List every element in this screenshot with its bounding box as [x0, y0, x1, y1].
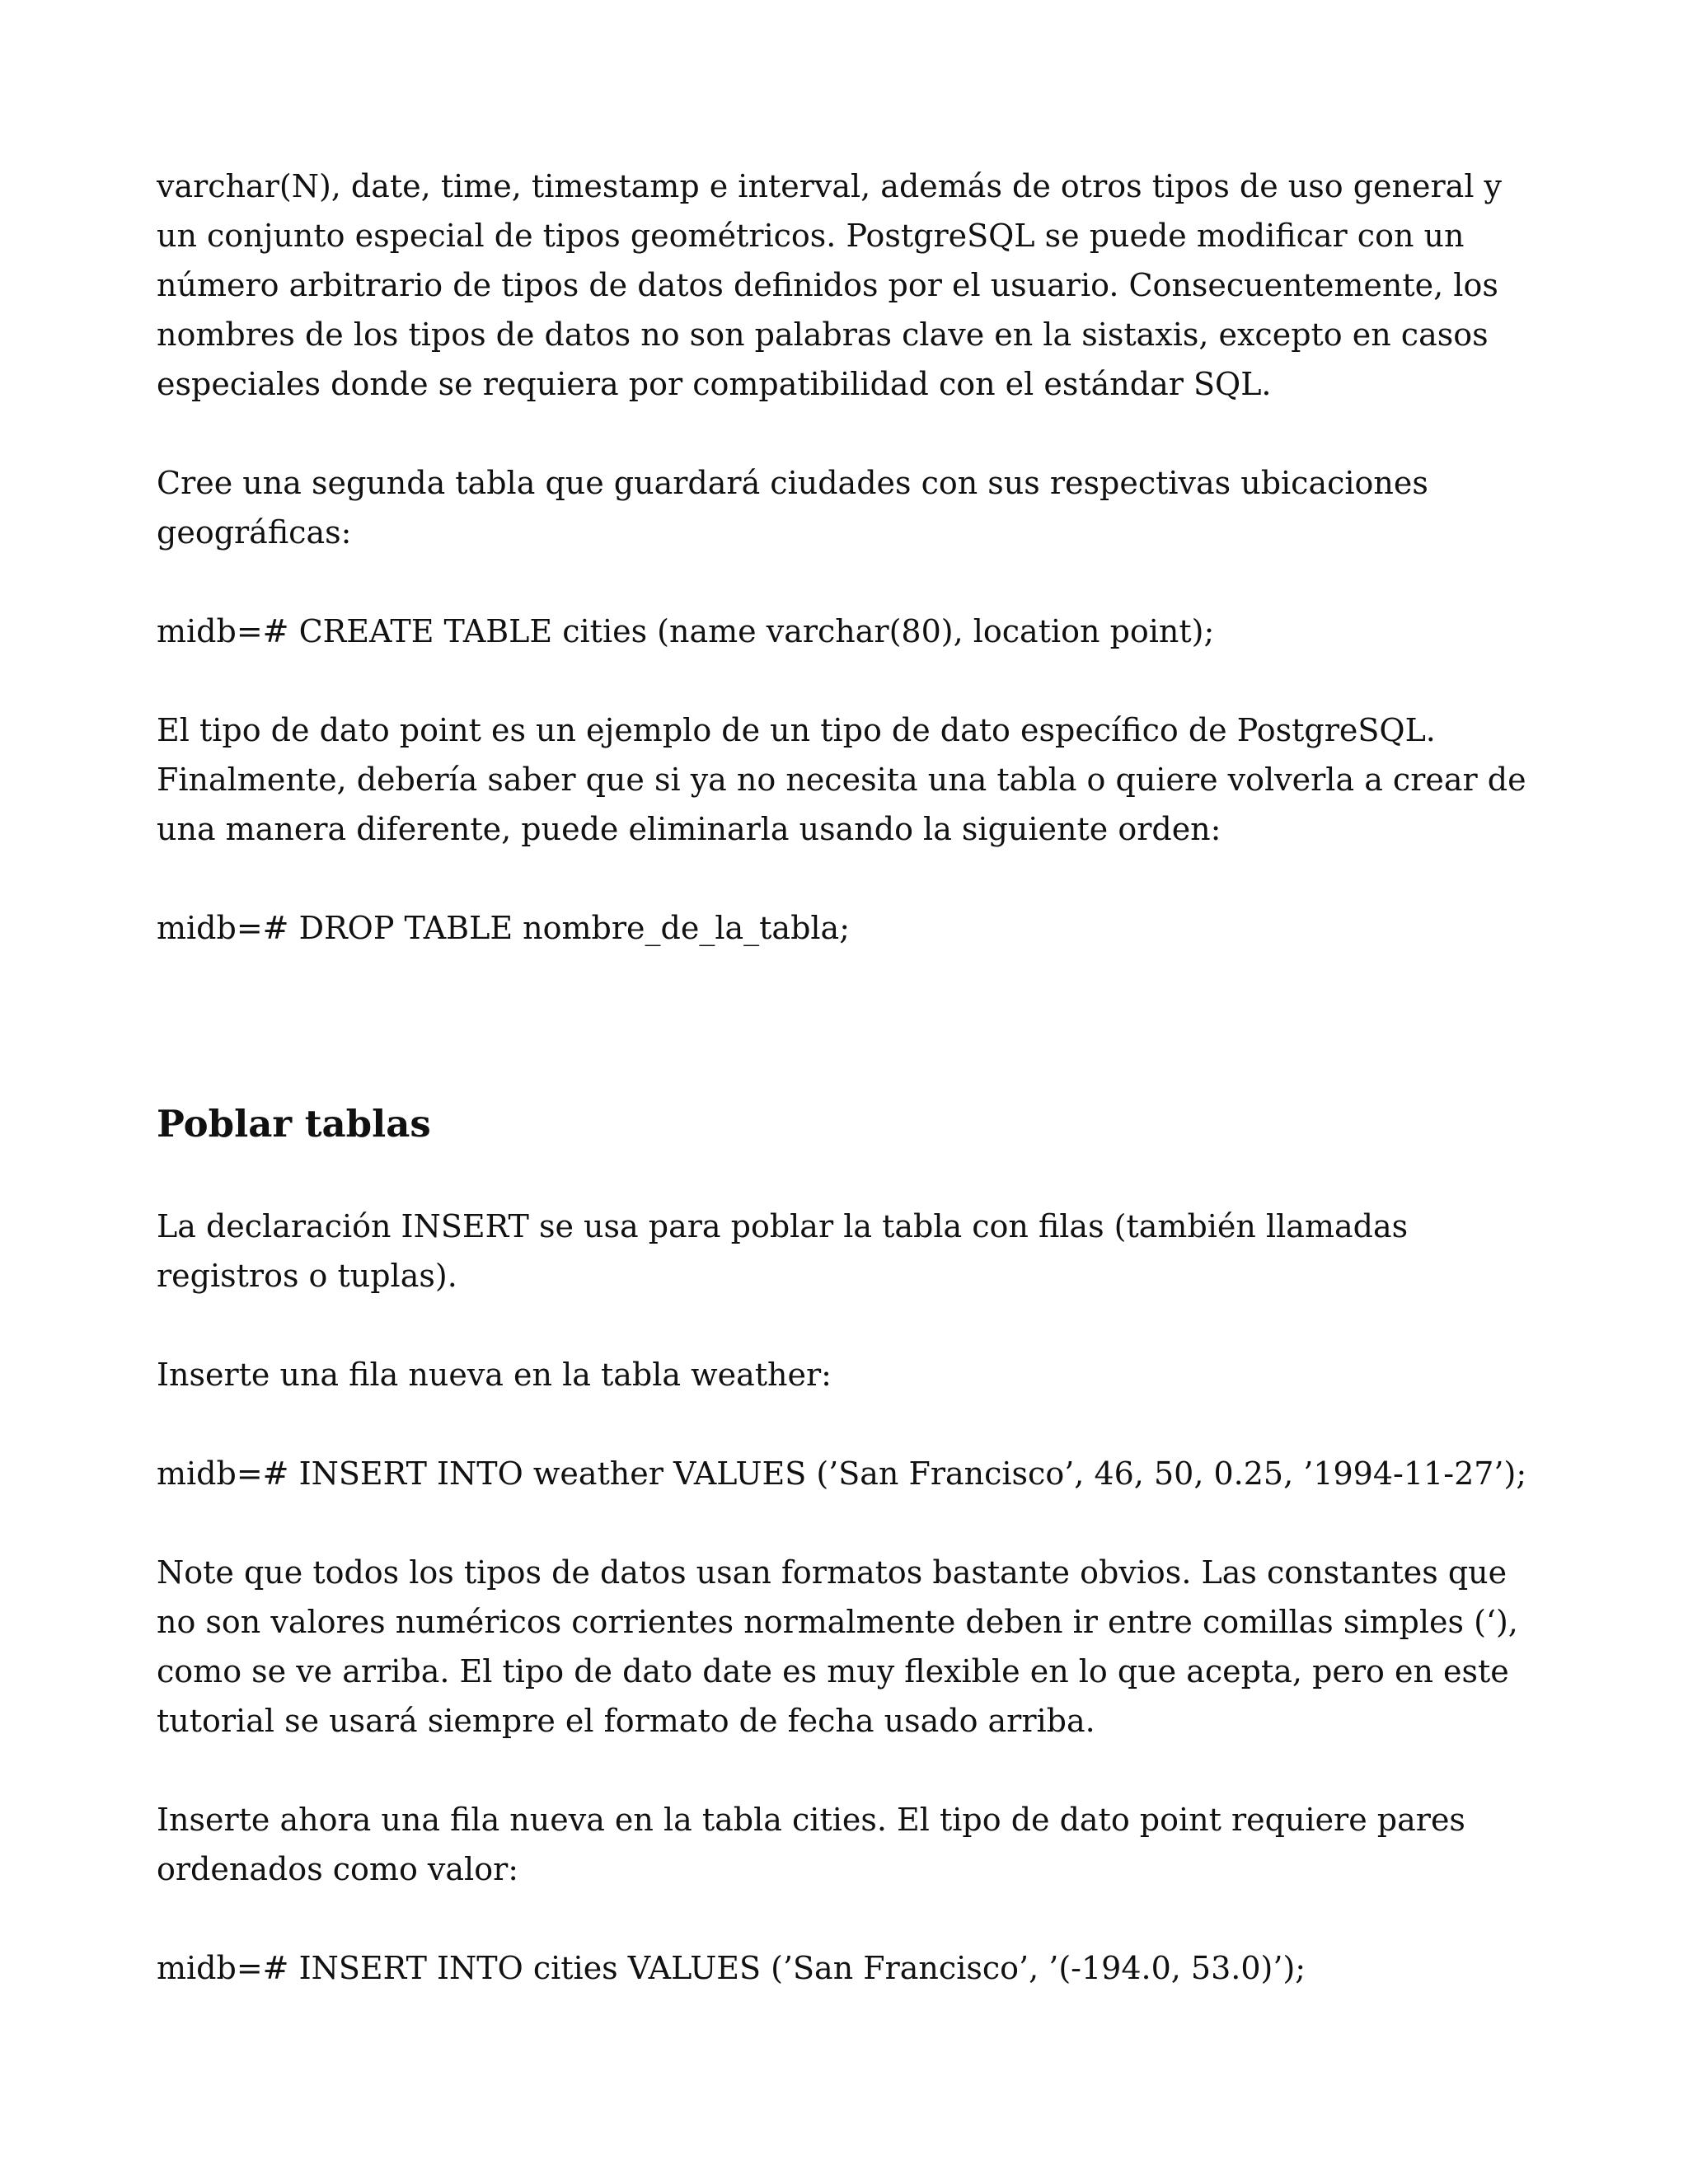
- section-heading-poblar-tablas: Poblar tablas: [157, 1102, 431, 1146]
- paragraph-point-type: El tipo de dato point es un ejemplo de un tipo de dato específico de PostgreSQL. Finalmente, debería saber que si ya no necesita una tabla o quiere volverla a crear de una manera diferente, puede eliminarla usando la siguiente orden:: [157, 712, 1526, 847]
- paragraph-insert-statement: La declaración INSERT se usa para poblar la tabla con filas (también llamadas registros o tuplas).: [157, 1208, 1409, 1294]
- paragraph-second-table: Cree una segunda tabla que guardará ciudades con sus respectivas ubicaciones geográficas:: [157, 465, 1428, 551]
- code-insert-cities: midb=# INSERT INTO cities VALUES (’San Francisco’, ’(-194.0, 53.0)’);: [157, 1950, 1306, 1986]
- code-insert-weather: midb=# INSERT INTO weather VALUES (’San Francisco’, 46, 50, 0.25, ’1994-11-27’);: [157, 1455, 1527, 1492]
- code-drop-table: midb=# DROP TABLE nombre_de_la_tabla;: [157, 910, 851, 946]
- paragraph-insert-cities: Inserte ahora una fila nueva en la tabla cities. El tipo de dato point requiere pares ordenados como valor:: [157, 1802, 1465, 1887]
- paragraph-data-format-note: Note que todos los tipos de datos usan formatos bastante obvios. Las constantes que no son valores numéricos corrientes normalmente deben ir entre comillas simples (‘), como se ve arriba. El tipo de dato date es muy flexible en lo que acepta, pero en este tutorial se usará siempre el formato de fecha usado arriba.: [157, 1554, 1518, 1739]
- paragraph-data-types: varchar(N), date, time, timestamp e interval, además de otros tipos de uso general y un conjunto especial de tipos geométricos. PostgreSQL se puede modificar con un número arbitrario de tipos de datos definidos por el usuario. Consecuentemente, los nombres de los tipos de datos no son palabras clave en la sistaxis, excepto en casos especiales donde se requiera por compatibilidad con el estándar SQL.: [157, 168, 1503, 402]
- paragraph-insert-weather: Inserte una fila nueva en la tabla weather:: [157, 1357, 832, 1393]
- document-page: [157, 162, 1533, 2042]
- code-create-table: midb=# CREATE TABLE cities (name varchar(80), location point);: [157, 613, 1215, 649]
